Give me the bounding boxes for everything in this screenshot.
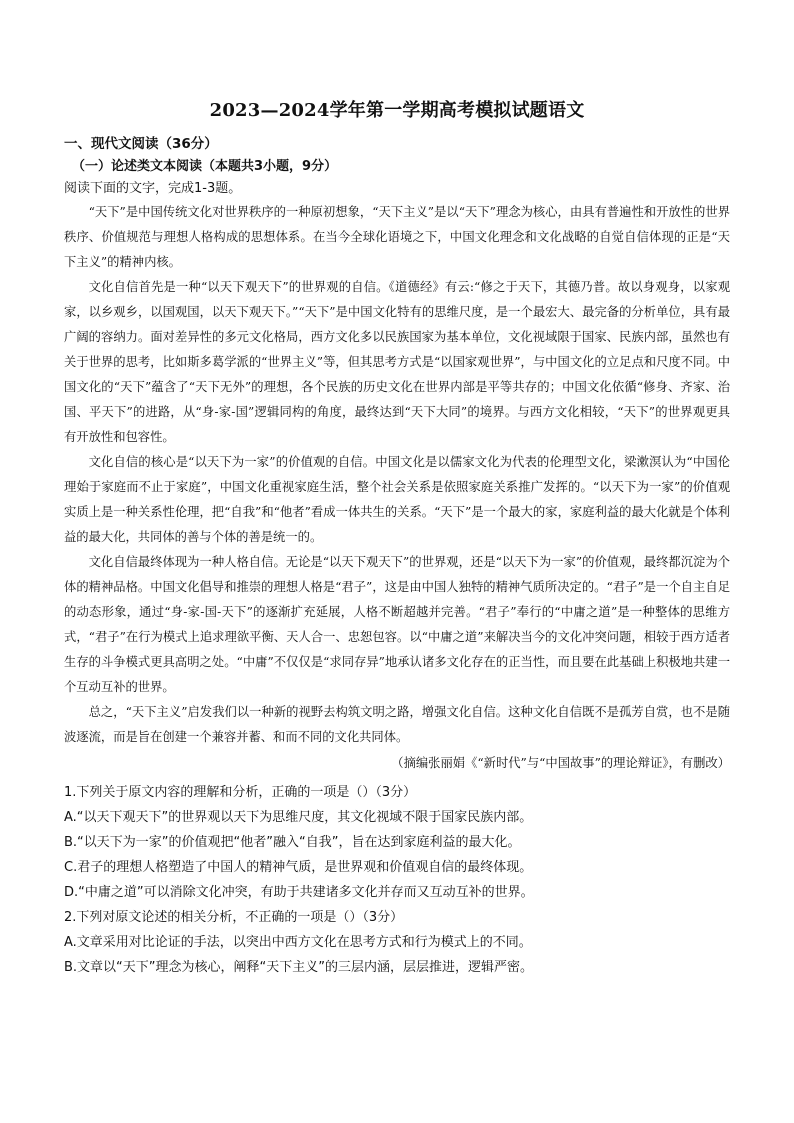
option-a: A.文章采用对比论证的手法，以突出中西方文化在思考方式和行为模式上的不同。 [64,935,532,950]
option-b: B.文章以“天下”理念为核心，阐释“天下主义”的三层内涵，层层推进，逻辑严密。 [64,960,533,975]
article-paragraph-1: “天下”是中国传统文化对世界秩序的一种原初想象，“天下主义”是以“天下”理念为核心，由具有普遍性和开放性的世界秩序、价值规范与理想人格构成的思想体系。在当今全球化语境之下，中国文化理念和文化战略的自觉自信体现的正是“天下主义”的精神内核。 [64,205,730,269]
option-a: A.“以天下观天下”的世界观以天下为思维尺度，其文化视域不限于国家民族内部。 [64,810,533,825]
subsection-heading: （一）论述类文本阅读（本题共3小题，9分） [72,159,338,174]
article-paragraph-2: 文化自信首先是一种“以天下观天下”的世界观的自信。《道德经》有云:“修之于天下，其德乃普。故以身观身，以家观家，以乡观乡，以国观国，以天下观天下。”“天下”是中国文化特有的思维尺度，是一个最宏大、最完备的分析单位，具有最广阔的容纳力。面对差异性的多元文化格局，西方文化多以民族国家为基本单位，文化视域限于国家、民族内部，虽然也有关于世界的思考，比如斯多葛学派的“世界主义”等，但其思考方式是“以国家观世界”，与中国文化的立足点和尺度不同。中国文化的“天下”蕴含了“天下无外”的理想，各个民族的历史文化在世界内部是平等共存的；中国文化依循“修身、齐家、治国、平天下”的进路，从“身-家-国”逻辑同构的角度，最终达到“天下大同”的境界。与西方文化相较，“天下”的世界观更具有开放性和包容性。 [64,280,730,444]
reading-instruction: 阅读下面的文字，完成1-3题。 [64,181,242,196]
article-paragraph-3: 文化自信的核心是“以天下为一家”的价值观的自信。中国文化是以儒家文化为代表的伦理型文化，梁漱溟认为“中国伦理始于家庭而不止于家庭”，中国文化重视家庭生活，整个社会关系是依照家庭关系推广发挥的。“以天下为一家”的价值观实质上是一种关系性伦理，把“自我”和“他者”看成一体共生的关系。“天下”是一个最大的家，家庭利益的最大化就是个体利益的最大化，共同体的善与个体的善是统一的。 [64,455,730,544]
option-d: D.“中庸之道”可以消除文化冲突，有助于共建诸多文化并存而又互动互补的世界。 [64,885,534,900]
page-title: 2023—2024学年第一学期高考模拟试题语文 [209,100,585,121]
source-citation: （摘编张丽娟《“新时代”与“中国故事”的理论辩证》，有删改） [391,756,730,770]
section-heading: 一、现代文阅读（36分） [64,136,218,152]
option-c: C.君子的理想人格塑造了中国人的精神气质，是世界观和价值观自信的最终体现。 [64,860,533,875]
question-1 [64,780,730,905]
option-b: B.“以天下为一家”的价值观把“他者”融入“自我”，旨在达到家庭利益的最大化。 [64,835,521,850]
article-paragraph-5: 总之，“天下主义”启发我们以一种新的视野去构筑文明之路，增强文化自信。这种文化自信既不是孤芳自赏，也不是随波逐流，而是旨在创建一个兼容并蓄、和而不同的文化共同体。 [64,705,730,744]
question-stem: 1.下列关于原文内容的理解和分析，正确的一项是（）（3分） [64,785,417,800]
article-paragraph-4: 文化自信最终体现为一种人格自信。无论是“以天下观天下”的世界观，还是“以天下为一家”的价值观，最终都沉淀为个体的精神品格。中国文化倡导和推崇的理想人格是“君子”，这是由中国人独特的精神气质所决定的。“君子”是一个自主自足的动态形象，通过“身-家-国-天下”的逐渐扩充延展，人格不断超越并完善。“君子”奉行的“中庸之道”是一种整体的思维方式，“君子”在行为模式上追求理欲平衡、天人合一、忠恕包容。以“中庸之道”来解决当今的文化冲突问题，相较于西方适者生存的斗争模式更具高明之处。“中庸”不仅仅是“求同存异”地承认诸多文化存在的正当性，而且要在此基础上积极地共建一个互动互补的世界。 [64,555,730,694]
question-2 [64,905,730,980]
question-stem: 2.下列对原文论述的相关分析，不正确的一项是（）（3分） [64,910,404,925]
